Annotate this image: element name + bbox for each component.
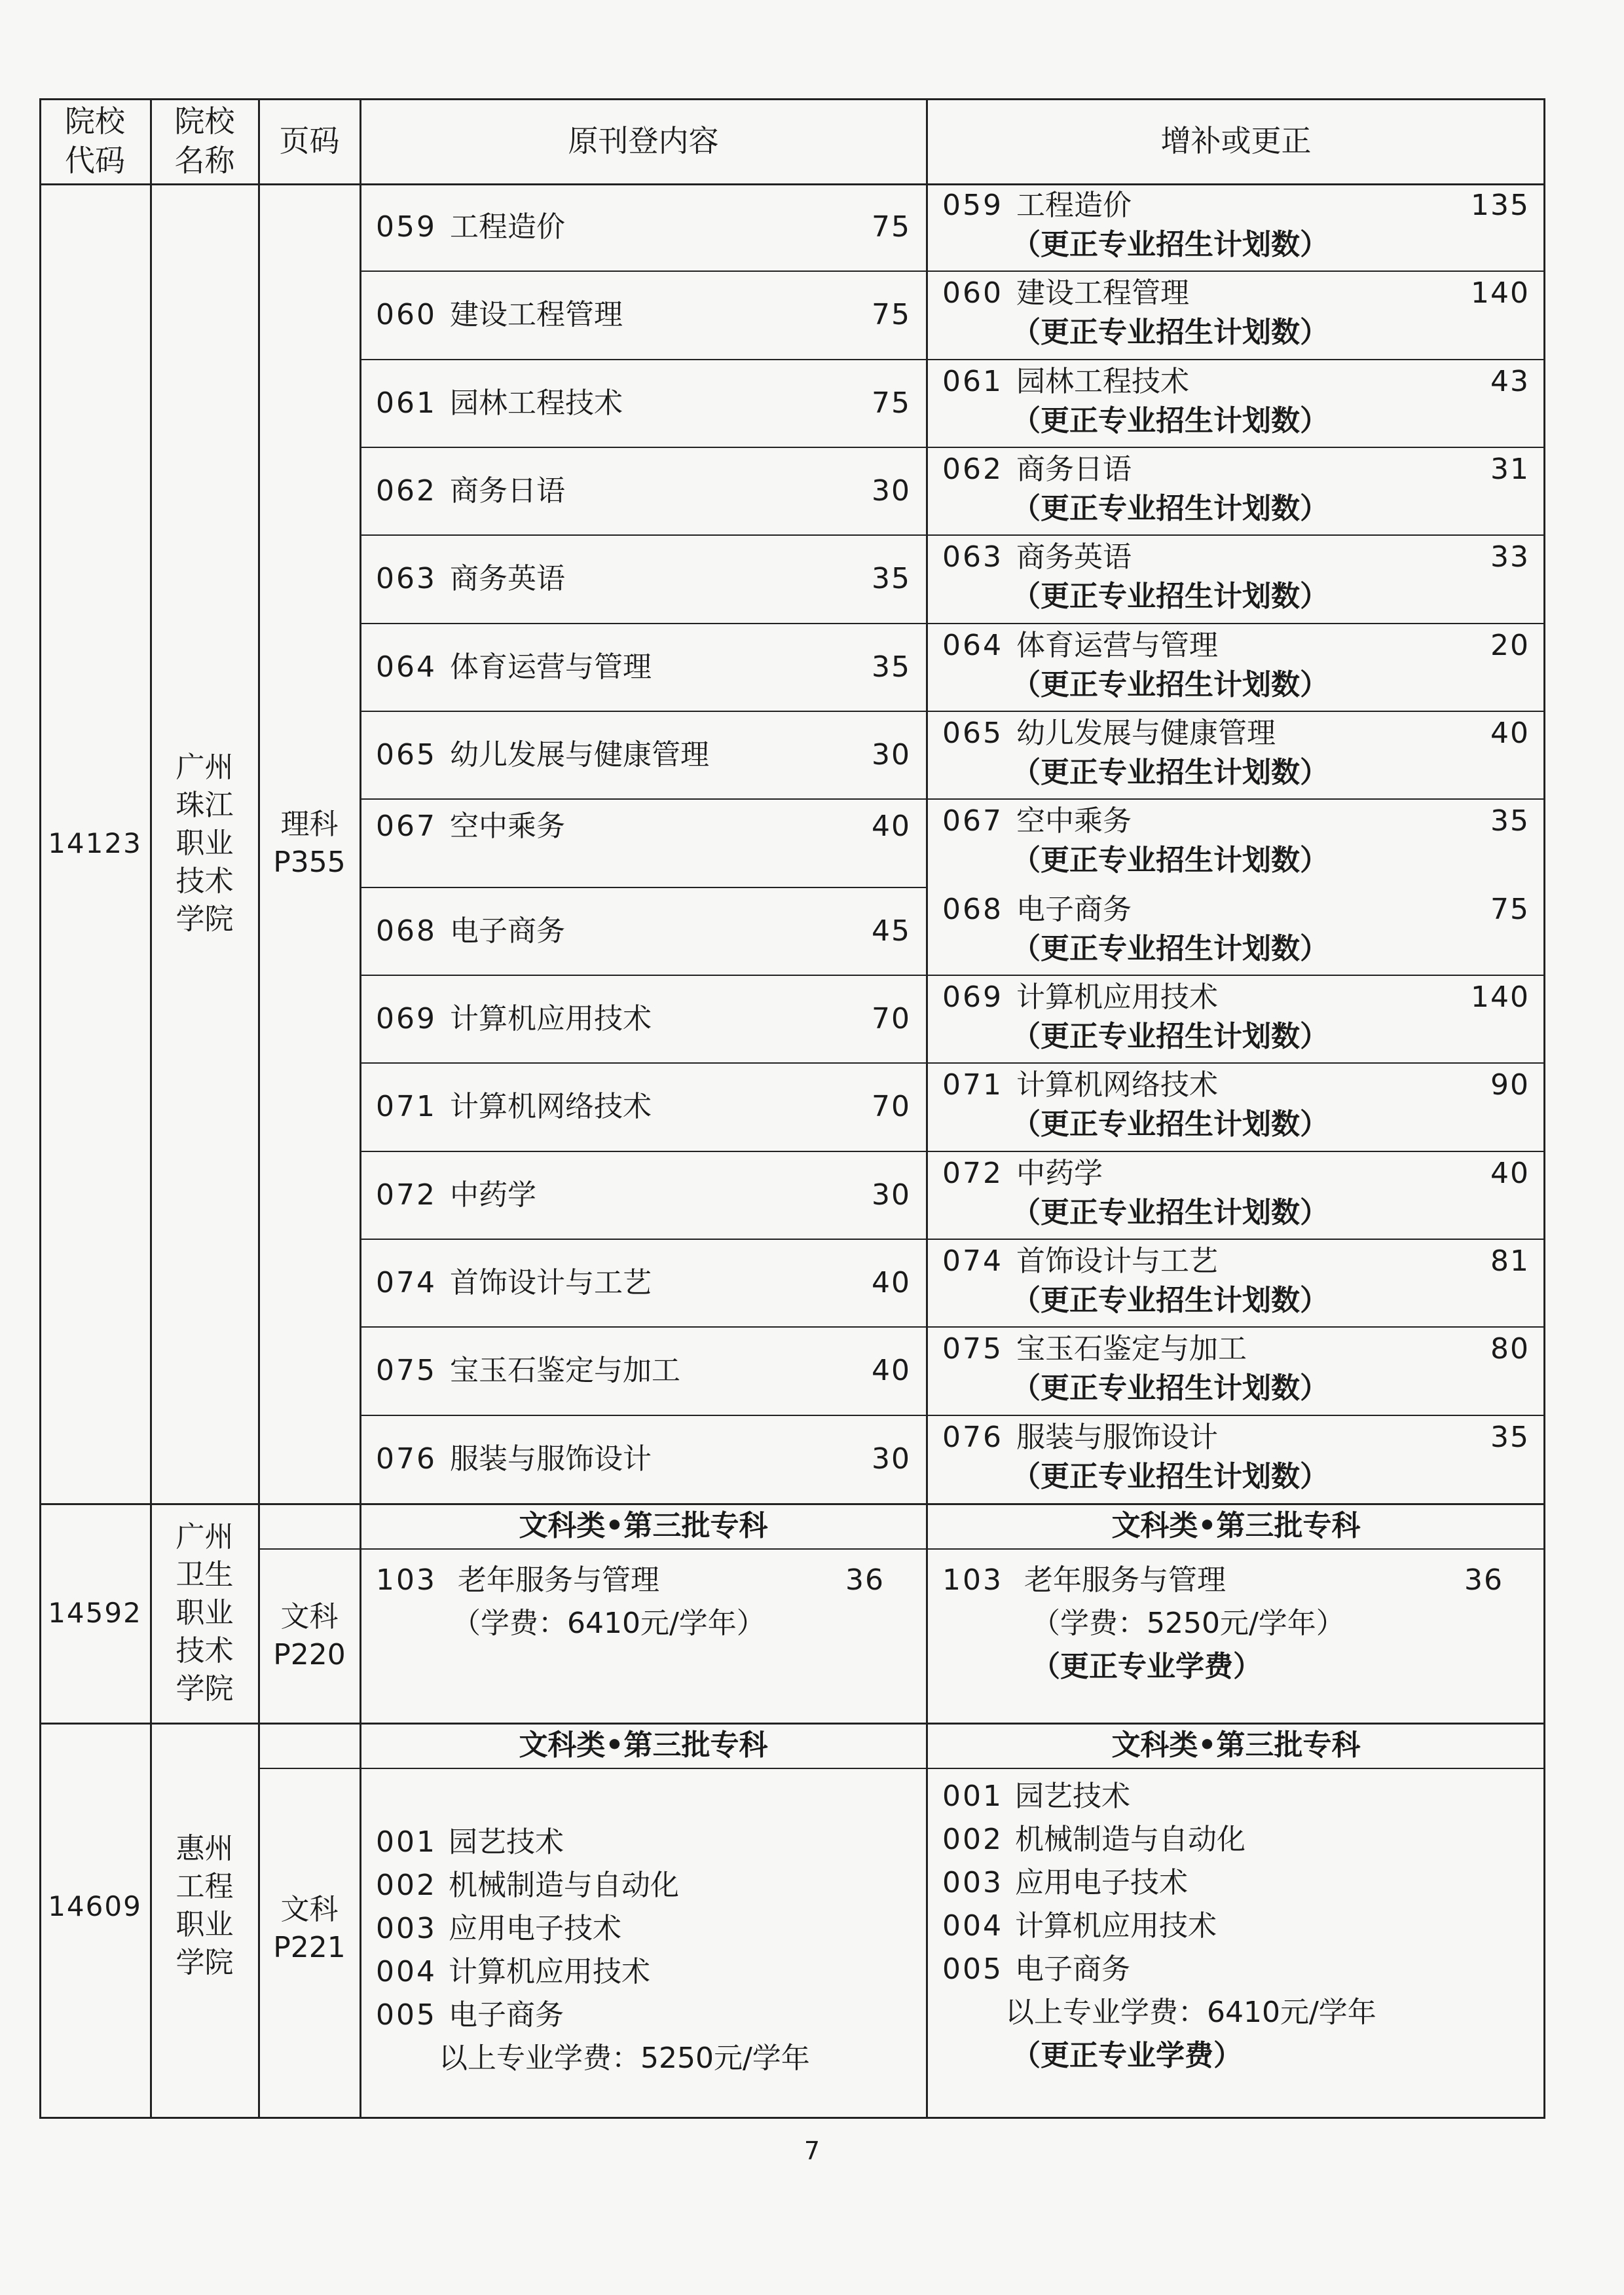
- plan-count: 43: [1490, 364, 1530, 398]
- major-name: 老年服务与管理: [1024, 1563, 1226, 1597]
- plan-count: 140: [1471, 276, 1530, 310]
- major-number: 064: [376, 650, 437, 684]
- original-row: [360, 1151, 927, 1239]
- plan-count: 30: [872, 738, 911, 772]
- plan-count: 70: [872, 1090, 911, 1124]
- major-name: 计算机网络技术: [449, 1090, 652, 1124]
- table-rule: [360, 359, 1545, 360]
- table-rule: [926, 98, 928, 2119]
- table-rule: [360, 1151, 1545, 1152]
- header-school-code: [39, 98, 151, 183]
- plan-count: 135: [1471, 189, 1530, 222]
- major-number: 003: [942, 1866, 1003, 1899]
- plan-count: 35: [872, 562, 911, 596]
- plan-count: 35: [1490, 1420, 1530, 1454]
- plan-count: 30: [872, 1178, 911, 1212]
- major-name: 宝玉石鉴定与加工: [1016, 1332, 1247, 1366]
- table-rule: [39, 1723, 1545, 1725]
- batch-label-correction: 文科类•第三批专科: [1111, 1509, 1361, 1542]
- table-rule: [39, 183, 1545, 185]
- major-number: 004: [376, 1955, 437, 1988]
- major-number: 075: [942, 1332, 1003, 1366]
- table-rule: [258, 98, 260, 2119]
- table-rule: [360, 711, 1545, 712]
- plan-count: 40: [1490, 1156, 1530, 1190]
- major-name: 建设工程管理: [1016, 276, 1189, 310]
- major-number: 068: [942, 892, 1003, 926]
- major-name: 电子商务: [1016, 892, 1132, 926]
- major-number: 065: [376, 738, 437, 772]
- correction-row: [927, 1151, 1545, 1239]
- major-number: 071: [942, 1068, 1003, 1102]
- major-number: 068: [376, 914, 437, 948]
- major-number: 061: [942, 364, 1003, 398]
- correction-note: （更正专业招生计划数）: [1012, 1195, 1329, 1229]
- plan-count: 90: [1490, 1068, 1530, 1102]
- page-ref-school1: [259, 183, 360, 1503]
- major-name: 工程造价: [449, 210, 565, 244]
- tuition-fee: 以上专业学费：5250元/学年: [439, 2042, 810, 2075]
- header-school-name: [151, 98, 259, 183]
- plan-count: 40: [872, 1354, 911, 1388]
- major-name: 服装与服饰设计: [449, 1442, 652, 1476]
- major-number: 076: [942, 1420, 1003, 1454]
- plan-count: 31: [1490, 452, 1530, 486]
- original-row: [360, 271, 927, 359]
- school1-name-line: 学院: [175, 902, 234, 936]
- correction-row: [927, 447, 1545, 535]
- header-name-line2: 名称: [174, 143, 235, 178]
- major-name: 计算机应用技术: [449, 1002, 652, 1036]
- major-number: 004: [942, 1909, 1003, 1943]
- school3-name-line: 职业: [175, 1908, 234, 1941]
- correction-row: [927, 360, 1545, 447]
- major-name: 首饰设计与工艺: [1016, 1244, 1218, 1278]
- original-row: [360, 447, 927, 535]
- table-rule: [1543, 98, 1545, 2119]
- correction-note: （更正专业招生计划数）: [1012, 844, 1329, 878]
- major-number: 002: [942, 1823, 1003, 1856]
- plan-count: 40: [1490, 716, 1530, 750]
- correction-note: （更正专业招生计划数）: [1012, 931, 1329, 965]
- plan-count: 45: [872, 914, 911, 948]
- correction-row: [927, 1063, 1545, 1151]
- school-code-14609: 14609: [48, 1890, 142, 1922]
- table-rule: [360, 623, 1545, 624]
- page-ref-line: P355: [273, 845, 346, 879]
- major-name: 电子商务: [448, 1998, 564, 2032]
- major-number: 074: [942, 1244, 1003, 1278]
- table-rule: [360, 1239, 1545, 1240]
- plan-count: 36: [1464, 1563, 1504, 1597]
- major-name: 商务日语: [1016, 452, 1132, 486]
- major-name: 中药学: [449, 1178, 536, 1212]
- major-name: 园林工程技术: [1016, 364, 1189, 398]
- page-number: 7: [803, 2136, 821, 2165]
- plan-count: 20: [1490, 628, 1530, 662]
- major-number: 062: [376, 474, 437, 508]
- correction-note: （更正专业学费）: [1031, 1650, 1262, 1683]
- major-number: 074: [376, 1266, 437, 1300]
- major-name: 电子商务: [449, 914, 565, 948]
- school1-name-line: 技术: [175, 864, 234, 898]
- table-rule: [360, 1062, 1545, 1064]
- major-name: 商务日语: [449, 474, 565, 508]
- table-rule: [150, 98, 152, 2119]
- major-name: 电子商务: [1014, 1952, 1130, 1986]
- original-row: [360, 975, 927, 1063]
- table-rule: [360, 447, 1545, 448]
- correction-note: （更正专业招生计划数）: [1012, 1371, 1329, 1406]
- page-ref-line: P221: [273, 1931, 346, 1964]
- plan-count: 140: [1471, 980, 1530, 1014]
- plan-count: 40: [872, 1266, 911, 1300]
- table-rule: [360, 271, 1545, 272]
- correction-note: （更正专业招生计划数）: [1012, 667, 1329, 701]
- school-name-14592: [151, 1503, 259, 1723]
- major-name: 商务英语: [1016, 540, 1132, 574]
- plan-count: 75: [872, 386, 911, 420]
- correction-note: （更正专业招生计划数）: [1012, 580, 1329, 614]
- original-row: [360, 1415, 927, 1503]
- correction-note: （更正专业招生计划数）: [1012, 1283, 1329, 1317]
- major-number: 065: [942, 716, 1003, 750]
- school3-correction-entry: [927, 1775, 1545, 2083]
- school-name-14609: [151, 1723, 259, 2089]
- school3-name-line: 学院: [175, 1946, 234, 1979]
- page-ref-school3: [259, 1768, 360, 2089]
- plan-count: 35: [1490, 804, 1530, 838]
- major-name: 中药学: [1016, 1156, 1103, 1190]
- correction-row: [927, 1415, 1545, 1503]
- major-number: 060: [942, 276, 1003, 310]
- correction-row: [927, 711, 1545, 799]
- plan-count: 81: [1490, 1244, 1530, 1278]
- tuition-fee: （学费：5250元/学年）: [1031, 1607, 1345, 1640]
- major-number: 001: [376, 1825, 437, 1859]
- major-name: 空中乘务: [449, 810, 565, 844]
- table-rule: [39, 98, 1545, 100]
- correction-note: （更正专业招生计划数）: [1012, 491, 1329, 525]
- page-ref-line: 文科: [280, 1893, 339, 1926]
- batch-label-original: 文科类•第三批专科: [519, 1509, 768, 1542]
- major-number: 069: [942, 980, 1003, 1014]
- header-code-line2: 代码: [65, 143, 125, 178]
- major-name: 园艺技术: [448, 1825, 564, 1859]
- school2-correction-entry: [927, 1559, 1545, 1716]
- school1-name-line: 珠江: [175, 788, 234, 822]
- major-name: 宝玉石鉴定与加工: [449, 1354, 680, 1388]
- plan-count: 30: [872, 474, 911, 508]
- major-name: 机械制造与自动化: [1014, 1823, 1246, 1856]
- major-number: 063: [376, 562, 437, 596]
- major-name: 机械制造与自动化: [448, 1869, 679, 1902]
- school3-name-line: 工程: [175, 1870, 234, 1903]
- major-name: 体育运营与管理: [1016, 628, 1218, 662]
- plan-count: 35: [872, 650, 911, 684]
- plan-count: 75: [872, 210, 911, 244]
- header-page: 页码: [279, 123, 340, 159]
- major-name: 建设工程管理: [449, 298, 623, 332]
- correction-row: [927, 624, 1545, 711]
- school2-name-line: 卫生: [175, 1558, 234, 1592]
- school3-name-line: 惠州: [175, 1832, 234, 1865]
- major-name: 商务英语: [449, 562, 565, 596]
- header-code-line1: 院校: [65, 103, 125, 139]
- plan-count: 40: [872, 810, 911, 844]
- major-number: 003: [376, 1912, 437, 1945]
- page-ref-line: P220: [273, 1637, 346, 1671]
- batch-label-correction: 文科类•第三批专科: [1111, 1728, 1361, 1762]
- school3-original-entry: [360, 1821, 927, 2083]
- header-correction: 增补或更正: [1160, 123, 1312, 159]
- major-number: 062: [942, 452, 1003, 486]
- correction-row: [927, 1239, 1545, 1327]
- table-rule: [259, 1768, 1545, 1769]
- major-number: 005: [376, 1998, 437, 2032]
- school1-name-line: 职业: [175, 826, 234, 860]
- tuition-fee: （学费：6410元/学年）: [452, 1607, 766, 1640]
- major-number: 060: [376, 298, 437, 332]
- major-name: 计算机应用技术: [1014, 1909, 1217, 1943]
- correction-note: （更正专业招生计划数）: [1012, 1019, 1329, 1053]
- school2-name-line: 职业: [175, 1595, 234, 1630]
- original-row: [360, 711, 927, 799]
- correction-note: （更正专业招生计划数）: [1012, 1108, 1329, 1142]
- plan-count: 75: [1490, 892, 1530, 926]
- original-row: [360, 1063, 927, 1151]
- major-number: 072: [942, 1156, 1003, 1190]
- major-name: 首饰设计与工艺: [449, 1266, 652, 1300]
- correction-row: [927, 799, 1545, 887]
- table-rule: [39, 1503, 1545, 1505]
- original-row: [360, 887, 927, 975]
- school2-name-line: 学院: [175, 1671, 234, 1706]
- major-name: 老年服务与管理: [457, 1563, 659, 1597]
- header-name-line1: 院校: [174, 103, 235, 139]
- table-rule: [39, 98, 41, 2119]
- correction-note: （更正专业招生计划数）: [1012, 403, 1329, 438]
- original-row: [360, 1239, 927, 1327]
- page-ref-line: 理科: [280, 807, 339, 841]
- major-name: 园艺技术: [1014, 1780, 1130, 1813]
- school2-original-entry: [360, 1559, 927, 1716]
- batch-label-original: 文科类•第三批专科: [519, 1728, 768, 1762]
- correction-row: [927, 1327, 1545, 1415]
- major-name: 工程造价: [1016, 189, 1132, 222]
- header-original: 原刊登内容: [568, 123, 719, 159]
- major-number: 064: [942, 628, 1003, 662]
- plan-count: 75: [872, 298, 911, 332]
- major-number: 075: [376, 1354, 437, 1388]
- table-rule: [360, 975, 1545, 976]
- major-number: 072: [376, 1178, 437, 1212]
- major-number: 071: [376, 1090, 437, 1124]
- major-number: 059: [376, 210, 437, 244]
- original-row: [360, 535, 927, 623]
- major-number: 067: [376, 810, 437, 844]
- correction-table: [39, 98, 1545, 2119]
- school-code-14592: 14592: [48, 1597, 142, 1629]
- school-code-14123: 14123: [48, 827, 142, 859]
- correction-note: （更正专业招生计划数）: [1012, 1459, 1329, 1493]
- plan-count: 33: [1490, 540, 1530, 574]
- major-number: 103: [376, 1563, 437, 1597]
- original-row: [360, 799, 927, 887]
- correction-row: [927, 975, 1545, 1063]
- plan-count: 70: [872, 1002, 911, 1036]
- table-rule: [360, 98, 361, 2119]
- table-rule: [360, 1326, 1545, 1328]
- school2-name-line: 技术: [175, 1633, 234, 1668]
- major-number: 103: [942, 1563, 1003, 1597]
- tuition-fee: 以上专业学费：6410元/学年: [1005, 1996, 1376, 2029]
- correction-note: （更正专业招生计划数）: [1012, 755, 1329, 789]
- major-number: 001: [942, 1780, 1003, 1813]
- major-name: 园林工程技术: [449, 386, 623, 420]
- table-rule: [360, 887, 927, 888]
- major-number: 005: [942, 1952, 1003, 1986]
- major-name: 应用电子技术: [1014, 1866, 1188, 1899]
- major-number: 061: [376, 386, 437, 420]
- correction-note: （更正专业学费）: [1012, 2039, 1242, 2072]
- school2-name-line: 广州: [175, 1520, 234, 1554]
- page-ref-line: 文科: [280, 1599, 339, 1633]
- major-number: 076: [376, 1442, 437, 1476]
- original-row: [360, 1327, 927, 1415]
- plan-count: 36: [845, 1563, 885, 1597]
- correction-note: （更正专业招生计划数）: [1012, 316, 1329, 350]
- major-name: 幼儿发展与健康管理: [449, 738, 709, 772]
- major-name: 体育运营与管理: [449, 650, 652, 684]
- major-name: 计算机网络技术: [1016, 1068, 1218, 1102]
- major-name: 应用电子技术: [448, 1912, 621, 1945]
- correction-row: [927, 271, 1545, 359]
- table-rule: [927, 798, 1545, 800]
- table-rule: [360, 1415, 1545, 1416]
- correction-row: [927, 887, 1545, 975]
- original-row: [360, 624, 927, 711]
- major-number: 067: [942, 804, 1003, 838]
- major-number: 002: [376, 1869, 437, 1902]
- table-rule: [259, 1548, 1545, 1550]
- original-row: [360, 183, 927, 271]
- school-name-14123: [151, 183, 259, 1503]
- page-ref-school2: [259, 1549, 360, 1723]
- major-name: 计算机应用技术: [1016, 980, 1218, 1014]
- major-number: 059: [942, 189, 1003, 222]
- table-rule: [360, 534, 1545, 536]
- correction-note: （更正专业招生计划数）: [1012, 228, 1329, 261]
- correction-row: [927, 183, 1545, 271]
- plan-count: 30: [872, 1442, 911, 1476]
- original-row: [360, 360, 927, 447]
- major-number: 063: [942, 540, 1003, 574]
- major-name: 空中乘务: [1016, 804, 1132, 838]
- major-name: 计算机应用技术: [448, 1955, 650, 1988]
- major-name: 服装与服饰设计: [1016, 1420, 1218, 1454]
- correction-row: [927, 535, 1545, 623]
- school1-name-line: 广州: [175, 750, 234, 784]
- plan-count: 80: [1490, 1332, 1530, 1366]
- major-name: 幼儿发展与健康管理: [1016, 716, 1276, 750]
- major-number: 069: [376, 1002, 437, 1036]
- table-rule: [39, 2117, 1545, 2119]
